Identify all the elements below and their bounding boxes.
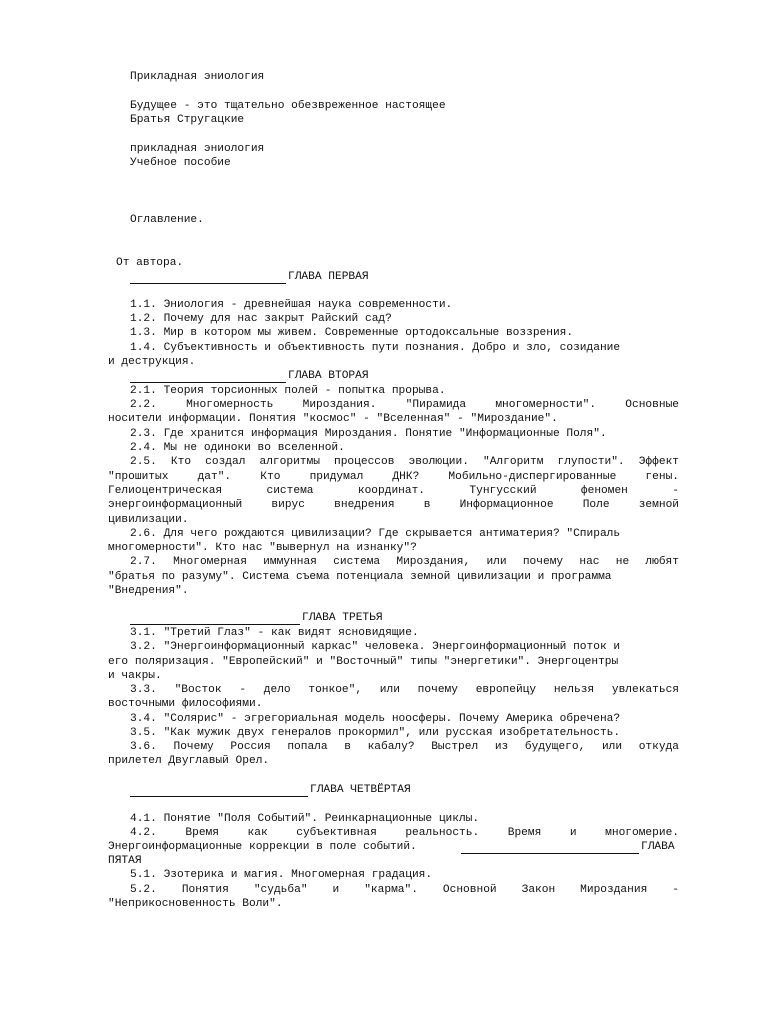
- chapter-1-underline: [130, 283, 286, 284]
- toc-item: 3.3. "Восток - дело тонкое", или почему европейцу нельзя увлекаться: [130, 684, 679, 696]
- subtitle-line-1: прикладная эниология: [130, 143, 265, 155]
- toc-item: 3.2. "Энергоинформационный каркас" человека. Энергоинформационный поток и: [130, 641, 621, 653]
- chapter-1-title: ГЛАВА ПЕРВАЯ: [288, 271, 369, 283]
- toc-item-cont: Энергоинформационные коррекции в поле событий.: [108, 841, 417, 853]
- toc-item: 2.4. Мы не одиноки во вселенной.: [130, 442, 345, 454]
- epigraph-author: Братья Стругацкие: [130, 114, 245, 126]
- toc-item: 4.2. Время как субъективная реальность. Время и многомерие.: [130, 827, 679, 839]
- toc-item: 2.3. Где хранится информация Мироздания. Понятие "Информационные Поля".: [130, 428, 607, 440]
- toc-item-cont: "братья по разуму". Система съема потенциала земной цивилизации и программа: [108, 571, 612, 583]
- chapter-5-title-part2: ПЯТАЯ: [108, 855, 142, 867]
- toc-item-cont: многомерности". Кто нас "вывернул на изнанку"?: [108, 542, 417, 554]
- toc-item: 5.2. Понятия "судьба" и "карма". Основной Закон Мироздания -: [130, 884, 679, 896]
- toc-heading: Оглавление.: [130, 214, 204, 226]
- toc-item: 2.1. Теория торсионных полей - попытка прорыва.: [130, 385, 446, 397]
- toc-item-cont: его поляризация. "Европейский" и "Восточный" типы "энергетики". Энергоцентры: [108, 656, 619, 668]
- toc-item: 2.5. Кто создал алгоритмы процессов эволюции. "Алгоритм глупости". Эффект: [130, 456, 679, 468]
- toc-item-cont: Гелиоцентрическая система координат. Тунгусский феномен -: [108, 485, 679, 497]
- toc-item: 3.4. "Солярис" - эгрегориальная модель ноосферы. Почему Америка обречена?: [130, 713, 621, 725]
- toc-item: 3.1. "Третий Глаз" - как видят ясновидящие.: [130, 627, 419, 639]
- toc-item-cont: и деструкция.: [108, 356, 196, 368]
- toc-item: 3.6. Почему Россия попала в кабалу? Выстрел из будущего, или откуда: [130, 741, 679, 753]
- toc-item-cont: восточными философиями.: [108, 698, 263, 710]
- toc-item: 2.6. Для чего рождаются цивилизации? Где скрывается антиматерия? "Спираль: [130, 528, 621, 540]
- toc-item: 1.1. Эниология - древнейшая наука современности.: [130, 299, 453, 311]
- chapter-3-underline: [130, 624, 300, 625]
- chapter-4-underline: [130, 796, 308, 797]
- toc-item: 5.1. Эзотерика и магия. Многомерная градация.: [130, 869, 433, 881]
- doc-title: Прикладная эниология: [130, 71, 265, 83]
- epigraph: Будущее - это тщательно обезвреженное настоящее: [130, 100, 446, 112]
- chapter-3-title: ГЛАВА ТРЕТЬЯ: [302, 612, 383, 624]
- chapter-2-underline: [130, 382, 286, 383]
- toc-item-cont: носители информации. Понятия "космос" - "Вселенная" - "Мироздание".: [108, 413, 558, 425]
- toc-item: 1.4. Субъективность и объективность пути познания. Добро и зло, созидание: [130, 342, 621, 354]
- toc-item: 2.7. Многомерная иммунная система Мироздания, или почему нас не любят: [130, 556, 679, 568]
- chapter-5-underline: [461, 853, 639, 854]
- toc-item-cont: прилетел Двуглавый Орел.: [108, 755, 270, 767]
- toc-from-author: От автора.: [116, 257, 184, 269]
- toc-item-cont: и чакры.: [108, 670, 162, 682]
- toc-item-cont: "Внедрения".: [108, 585, 189, 597]
- subtitle-line-2: Учебное пособие: [130, 157, 231, 169]
- chapter-2-title: ГЛАВА ВТОРАЯ: [288, 370, 369, 382]
- toc-item: 4.1. Понятие "Поля Событий". Реинкарнационные циклы.: [130, 813, 480, 825]
- toc-item-cont: "прошитых дат". Кто придумал ДНК? Мобильно-диспергированные гены.: [108, 471, 679, 483]
- chapter-4-title: ГЛАВА ЧЕТВЁРТАЯ: [310, 784, 411, 796]
- toc-item: 1.3. Мир в котором мы живем. Современные ортодоксальные воззрения.: [130, 327, 574, 339]
- toc-item-cont: цивилизации.: [108, 514, 189, 526]
- toc-item: 2.2. Многомерность Мироздания. "Пирамида многомерности". Основные: [130, 399, 679, 411]
- toc-item-cont: энергоинформационный вирус внедрения в Информационное Поле земной: [108, 499, 679, 511]
- toc-item: 3.5. "Как мужик двух генералов прокормил", или русская изобретательность.: [130, 727, 621, 739]
- toc-item: 1.2. Почему для нас закрыт Райский сад?: [130, 313, 392, 325]
- toc-item-cont: "Неприкосновенность Воли".: [108, 898, 283, 910]
- chapter-5-title-part1: ГЛАВА: [641, 841, 675, 853]
